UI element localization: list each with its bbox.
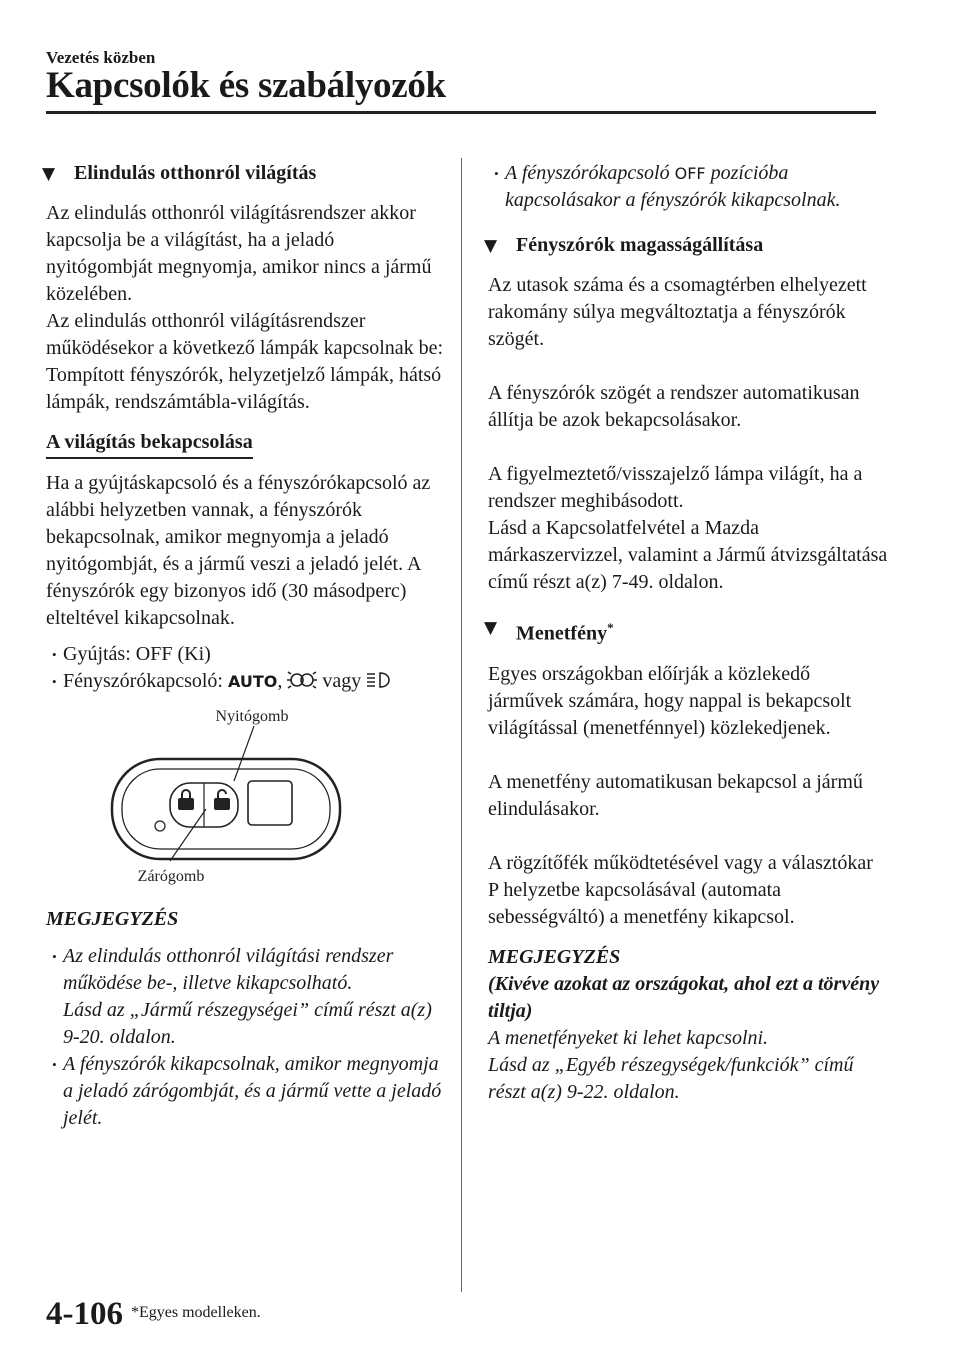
note-item: • Az elindulás otthonról világítási rendszer működése be-, illetve kikapcsolható.	[52, 945, 394, 994]
note-paragraph: A menetfényeket ki lehet kapcsolni.	[488, 1026, 769, 1049]
note-item: • A fényszórókapcsoló OFF pozícióba kapcsolásakor a fényszórók kikapcsolnak.	[494, 162, 841, 211]
section-heading-elindulas: ▼ Elindulás otthonról világítás	[46, 160, 444, 187]
note-item: • A fényszórók kikapcsolnak, amikor megnyomja a jeladó zárógombját, és a jármű vette a jeladó jelét.	[52, 1053, 442, 1129]
page-title: Kapcsolók és szabályozók	[46, 65, 446, 106]
section-marker-icon: ▼	[484, 618, 498, 638]
column-divider	[461, 158, 462, 1292]
title-rule	[46, 111, 876, 114]
note-title: MEGJEGYZÉS	[46, 908, 179, 930]
note-subtitle: (Kivéve azokat az országokat, ahol ezt a törvény tiltja)	[488, 972, 880, 1022]
paragraph: A menetfény automatikusan bekapcsol a jármű elindulásakor.	[488, 770, 863, 820]
footnote: *Egyes modelleken.	[131, 1304, 261, 1321]
note-paragraph: Lásd az „Egyéb részegységek/funkciók” című részt a(z) 9-22. oldalon.	[488, 1053, 854, 1103]
paragraph: Egyes országokban előírják a közlekedő járművek számára, hogy nappal is bekapcsolt világítással (menetfénnyel) közlekedjenek.	[488, 662, 852, 739]
paragraph: A figyelmeztető/visszajelző lámpa világít, ha a rendszer meghibásodott.	[488, 463, 863, 512]
paragraph: A fényszórók szögét a rendszer automatikusan állítja be azok bekapcsolásakor.	[488, 382, 860, 431]
note-reference: Lásd az „Jármű részegységei” című részt a(z) 9-20. oldalon.	[63, 999, 432, 1048]
section-marker-icon: ▼	[42, 164, 56, 184]
section-marker-icon: ▼	[484, 236, 498, 256]
parking-light-icon	[287, 671, 317, 689]
page-number: 4-106	[46, 1296, 123, 1332]
breadcrumb: Vezetés közben	[46, 48, 156, 67]
left-column	[42, 160, 444, 1132]
key-fob-figure	[46, 701, 444, 886]
paragraph: Az elindulás otthonról világításrendszer akkor kapcsolja be a világítást, ha a jeladó nyitógombját megnyomja, amikor nincs a jármű közelében.	[46, 202, 432, 305]
paragraph: Az elindulás otthonról világításrendszer működésekor a következő lámpák kapcsolnak be:	[46, 310, 444, 359]
list-item: • Gyújtás: OFF (Ki)	[52, 643, 211, 665]
list-item: • Fényszórókapcsoló: AUTO, vagy	[46, 668, 444, 695]
off-icon: OFF	[674, 164, 706, 183]
right-column	[484, 160, 888, 1106]
section-heading-magassagallitas: ▼ Fényszórók magasságállítása	[488, 232, 888, 259]
paragraph: Az utasok száma és a csomagtérben elhelyezett rakomány súlya megváltoztatja a fényszórók szögét.	[488, 274, 867, 350]
section-heading-menetfeny: ▼ Menetfény*	[488, 614, 888, 648]
headlight-icon	[366, 671, 392, 689]
trunk-button	[248, 781, 292, 825]
subheading-vilagitas-bekapcsolasa: A világítás bekapcsolása	[46, 429, 253, 459]
auto-icon: AUTO	[227, 672, 278, 691]
lock-button-label: Zárógomb	[137, 868, 205, 885]
paragraph: Tompított fényszórók, helyzetjelző lámpák, hátsó lámpák, rendszámtábla-világítás.	[46, 364, 442, 413]
note-title: MEGJEGYZÉS	[488, 945, 621, 968]
unlock-button-label: Nyitógomb	[215, 708, 289, 725]
paragraph: Lásd a Kapcsolatfelvétel a Mazda márkaszervizzel, valamint a Jármű átvizsgáltatása című részt a(z) 7-49. oldalon.	[488, 517, 888, 593]
paragraph: A rögzítőfék működtetésével vagy a választókar P helyzetbe kapcsolásával (automata sebességváltó) a menetfény kikapcsol.	[488, 851, 873, 928]
paragraph: Ha a gyújtáskapcsoló és a fényszórókapcsoló az alábbi helyzetben vannak, a fényszórók bekapcsolnak, amikor megnyomja a jeladó nyitógombját, és a jármű veszi a jeladó jelét. A fényszórók egy bizonyos idő (30 másodperc) elteltével kikapcsolnak.	[46, 472, 431, 629]
